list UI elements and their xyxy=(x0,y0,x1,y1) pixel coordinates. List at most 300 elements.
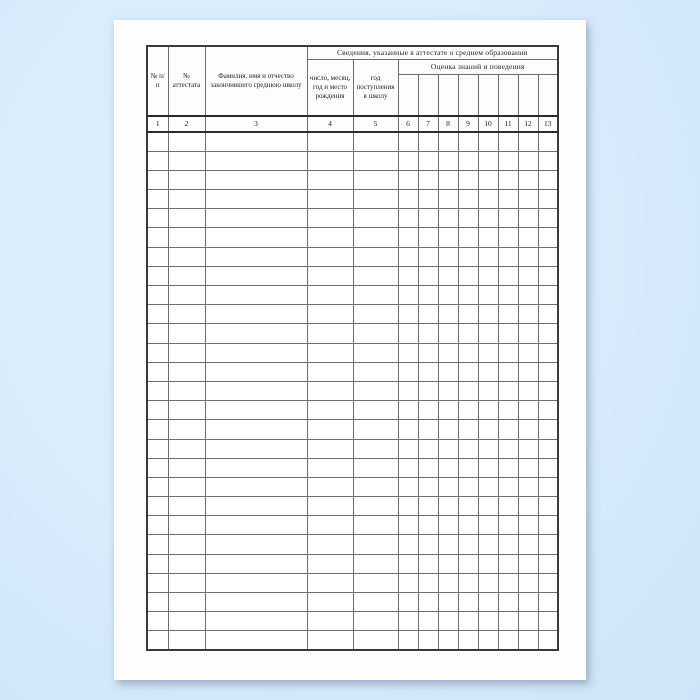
empty-cell xyxy=(438,170,458,189)
empty-cell xyxy=(478,554,498,573)
empty-cell xyxy=(498,612,518,631)
empty-cell xyxy=(478,266,498,285)
empty-cell xyxy=(147,151,168,170)
empty-cell xyxy=(418,573,438,592)
empty-cell xyxy=(353,593,398,612)
empty-cell xyxy=(498,151,518,170)
empty-cell xyxy=(398,247,418,266)
empty-cell xyxy=(205,132,307,151)
empty-cell xyxy=(307,247,353,266)
empty-cell xyxy=(438,305,458,324)
empty-cell xyxy=(147,247,168,266)
empty-cell xyxy=(438,228,458,247)
empty-cell xyxy=(307,401,353,420)
empty-cell xyxy=(205,247,307,266)
empty-cell xyxy=(168,516,205,535)
empty-cell xyxy=(458,209,478,228)
empty-cell xyxy=(518,612,538,631)
column-number-cell: 10 xyxy=(478,116,498,132)
empty-cell xyxy=(168,132,205,151)
table-row xyxy=(147,439,558,458)
empty-cell xyxy=(307,593,353,612)
empty-cell xyxy=(478,305,498,324)
empty-cell xyxy=(498,228,518,247)
empty-cell xyxy=(168,247,205,266)
empty-cell xyxy=(538,593,558,612)
grade-subject-cell xyxy=(498,74,518,116)
empty-cell xyxy=(353,190,398,209)
empty-cell xyxy=(478,324,498,343)
empty-cell xyxy=(518,247,538,266)
empty-cell xyxy=(418,228,438,247)
empty-cell xyxy=(538,477,558,496)
empty-cell xyxy=(353,612,398,631)
empty-cell xyxy=(458,631,478,650)
empty-cell xyxy=(307,170,353,189)
empty-cell xyxy=(438,151,458,170)
empty-cell xyxy=(458,477,478,496)
empty-cell xyxy=(205,228,307,247)
empty-cell xyxy=(538,228,558,247)
empty-cell xyxy=(168,554,205,573)
empty-cell xyxy=(478,381,498,400)
empty-cell xyxy=(418,401,438,420)
empty-cell xyxy=(353,170,398,189)
empty-cell xyxy=(307,151,353,170)
empty-cell xyxy=(478,151,498,170)
empty-cell xyxy=(538,497,558,516)
empty-cell xyxy=(478,458,498,477)
table-row xyxy=(147,362,558,381)
table-row xyxy=(147,324,558,343)
empty-cell xyxy=(205,381,307,400)
empty-cell xyxy=(418,305,438,324)
header-cell-enrollment-year: год поступления в школу xyxy=(353,59,398,116)
empty-cell xyxy=(418,554,438,573)
empty-cell xyxy=(518,516,538,535)
empty-cell xyxy=(168,151,205,170)
empty-cell xyxy=(147,593,168,612)
column-number-cell: 9 xyxy=(458,116,478,132)
empty-cell xyxy=(478,228,498,247)
table-row xyxy=(147,631,558,650)
empty-cell xyxy=(205,631,307,650)
empty-cell xyxy=(518,477,538,496)
grade-subject-cell xyxy=(438,74,458,116)
empty-cell xyxy=(418,516,438,535)
empty-cell xyxy=(205,190,307,209)
empty-cell xyxy=(458,266,478,285)
empty-cell xyxy=(518,381,538,400)
empty-cell xyxy=(478,593,498,612)
empty-cell xyxy=(518,305,538,324)
empty-cell xyxy=(478,535,498,554)
empty-cell xyxy=(307,631,353,650)
empty-cell xyxy=(518,554,538,573)
empty-cell xyxy=(438,535,458,554)
empty-cell xyxy=(168,420,205,439)
empty-cell xyxy=(398,132,418,151)
table-row xyxy=(147,497,558,516)
empty-cell xyxy=(307,266,353,285)
empty-cell xyxy=(518,362,538,381)
empty-cell xyxy=(538,554,558,573)
empty-cell xyxy=(353,247,398,266)
empty-cell xyxy=(353,381,398,400)
empty-cell xyxy=(518,343,538,362)
empty-cell xyxy=(353,420,398,439)
empty-cell xyxy=(307,535,353,554)
empty-cell xyxy=(418,535,438,554)
table-row xyxy=(147,477,558,496)
empty-cell xyxy=(478,209,498,228)
grade-subject-cell xyxy=(398,74,418,116)
empty-cell xyxy=(205,439,307,458)
header-group-certificate-info: Сведения, указанные в аттестате о среднем образовании xyxy=(307,46,558,59)
empty-cell xyxy=(398,209,418,228)
empty-cell xyxy=(418,439,438,458)
empty-cell xyxy=(307,477,353,496)
empty-cell xyxy=(168,593,205,612)
empty-cell xyxy=(418,593,438,612)
empty-cell xyxy=(498,247,518,266)
empty-cell xyxy=(147,554,168,573)
empty-cell xyxy=(418,631,438,650)
empty-cell xyxy=(438,458,458,477)
empty-cell xyxy=(205,362,307,381)
column-number-cell: 1 xyxy=(147,116,168,132)
column-number-cell: 12 xyxy=(518,116,538,132)
empty-cell xyxy=(538,458,558,477)
column-number-cell: 11 xyxy=(498,116,518,132)
empty-cell xyxy=(398,228,418,247)
empty-cell xyxy=(398,535,418,554)
empty-cell xyxy=(498,132,518,151)
table-header xyxy=(147,46,558,132)
empty-cell xyxy=(518,324,538,343)
empty-cell xyxy=(353,497,398,516)
empty-cell xyxy=(418,497,438,516)
empty-cell xyxy=(205,554,307,573)
empty-cell xyxy=(398,420,418,439)
empty-cell xyxy=(538,132,558,151)
table-row xyxy=(147,247,558,266)
empty-cell xyxy=(478,477,498,496)
empty-cell xyxy=(478,612,498,631)
empty-cell xyxy=(353,343,398,362)
empty-cell xyxy=(205,286,307,305)
empty-cell xyxy=(398,612,418,631)
empty-cell xyxy=(205,477,307,496)
empty-cell xyxy=(438,554,458,573)
empty-cell xyxy=(478,362,498,381)
column-number-cell: 3 xyxy=(205,116,307,132)
empty-cell xyxy=(398,324,418,343)
empty-cell xyxy=(147,516,168,535)
empty-cell xyxy=(147,477,168,496)
table-row xyxy=(147,573,558,592)
empty-cell xyxy=(518,266,538,285)
empty-cell xyxy=(538,439,558,458)
empty-cell xyxy=(398,190,418,209)
table-row xyxy=(147,612,558,631)
empty-cell xyxy=(205,209,307,228)
empty-cell xyxy=(205,151,307,170)
empty-cell xyxy=(498,209,518,228)
empty-cell xyxy=(478,420,498,439)
empty-cell xyxy=(418,324,438,343)
header-cell-row-number: № п/п xyxy=(147,46,168,116)
empty-cell xyxy=(518,228,538,247)
empty-cell xyxy=(147,324,168,343)
empty-cell xyxy=(478,343,498,362)
empty-cell xyxy=(458,573,478,592)
empty-cell xyxy=(147,209,168,228)
empty-cell xyxy=(168,535,205,554)
empty-cell xyxy=(168,477,205,496)
empty-cell xyxy=(307,132,353,151)
empty-cell xyxy=(168,343,205,362)
empty-cell xyxy=(438,247,458,266)
empty-cell xyxy=(398,593,418,612)
empty-cell xyxy=(538,516,558,535)
empty-cell xyxy=(438,420,458,439)
empty-cell xyxy=(205,535,307,554)
empty-cell xyxy=(518,401,538,420)
empty-cell xyxy=(398,305,418,324)
empty-cell xyxy=(353,516,398,535)
empty-cell xyxy=(147,631,168,650)
column-number-cell: 4 xyxy=(307,116,353,132)
empty-cell xyxy=(205,458,307,477)
empty-cell xyxy=(498,458,518,477)
empty-cell xyxy=(458,458,478,477)
header-cell-certificate-number: № аттестата xyxy=(168,46,205,116)
empty-cell xyxy=(168,286,205,305)
empty-cell xyxy=(307,573,353,592)
empty-cell xyxy=(438,266,458,285)
table-row xyxy=(147,305,558,324)
empty-cell xyxy=(205,343,307,362)
empty-cell xyxy=(307,286,353,305)
empty-cell xyxy=(458,516,478,535)
empty-cell xyxy=(498,631,518,650)
table-row xyxy=(147,190,558,209)
empty-cell xyxy=(205,593,307,612)
empty-cell xyxy=(518,593,538,612)
empty-cell xyxy=(498,381,518,400)
empty-cell xyxy=(168,612,205,631)
empty-cell xyxy=(168,631,205,650)
empty-cell xyxy=(168,305,205,324)
table-row xyxy=(147,401,558,420)
empty-cell xyxy=(498,190,518,209)
empty-cell xyxy=(518,420,538,439)
empty-cell xyxy=(498,324,518,343)
empty-cell xyxy=(418,343,438,362)
empty-cell xyxy=(478,132,498,151)
column-number-cell: 5 xyxy=(353,116,398,132)
empty-cell xyxy=(147,286,168,305)
empty-cell xyxy=(147,132,168,151)
empty-cell xyxy=(458,362,478,381)
empty-cell xyxy=(538,401,558,420)
table-row xyxy=(147,170,558,189)
empty-cell xyxy=(478,401,498,420)
empty-cell xyxy=(147,401,168,420)
empty-cell xyxy=(458,420,478,439)
empty-cell xyxy=(458,286,478,305)
empty-cell xyxy=(307,209,353,228)
empty-cell xyxy=(538,573,558,592)
empty-cell xyxy=(307,497,353,516)
column-number-cell: 2 xyxy=(168,116,205,132)
empty-cell xyxy=(307,554,353,573)
empty-cell xyxy=(418,381,438,400)
empty-cell xyxy=(307,458,353,477)
empty-cell xyxy=(205,170,307,189)
empty-cell xyxy=(418,612,438,631)
empty-cell xyxy=(418,190,438,209)
empty-cell xyxy=(498,535,518,554)
table-row xyxy=(147,554,558,573)
empty-cell xyxy=(147,190,168,209)
empty-cell xyxy=(147,573,168,592)
empty-cell xyxy=(398,573,418,592)
empty-cell xyxy=(398,516,418,535)
empty-cell xyxy=(398,286,418,305)
empty-cell xyxy=(458,554,478,573)
empty-cell xyxy=(538,266,558,285)
empty-cell xyxy=(458,497,478,516)
empty-cell xyxy=(418,362,438,381)
empty-cell xyxy=(147,381,168,400)
empty-cell xyxy=(205,420,307,439)
empty-cell xyxy=(418,458,438,477)
empty-cell xyxy=(498,266,518,285)
column-number-row xyxy=(147,116,558,132)
empty-cell xyxy=(438,439,458,458)
empty-cell xyxy=(147,458,168,477)
empty-cell xyxy=(147,497,168,516)
column-number-cell: 7 xyxy=(418,116,438,132)
empty-cell xyxy=(438,343,458,362)
empty-cell xyxy=(398,497,418,516)
empty-cell xyxy=(478,439,498,458)
empty-cell xyxy=(438,497,458,516)
empty-cell xyxy=(458,151,478,170)
empty-cell xyxy=(498,170,518,189)
grade-subject-cell xyxy=(478,74,498,116)
table-row xyxy=(147,266,558,285)
empty-cell xyxy=(353,132,398,151)
empty-cell xyxy=(498,477,518,496)
empty-cell xyxy=(353,458,398,477)
empty-cell xyxy=(398,362,418,381)
empty-cell xyxy=(353,324,398,343)
empty-cell xyxy=(518,151,538,170)
empty-cell xyxy=(398,151,418,170)
empty-cell xyxy=(498,554,518,573)
empty-cell xyxy=(498,420,518,439)
empty-cell xyxy=(353,286,398,305)
empty-cell xyxy=(518,209,538,228)
empty-cell xyxy=(538,170,558,189)
empty-cell xyxy=(458,343,478,362)
table-row xyxy=(147,228,558,247)
empty-cell xyxy=(147,535,168,554)
table-row xyxy=(147,458,558,477)
table-row xyxy=(147,132,558,151)
empty-cell xyxy=(398,170,418,189)
empty-cell xyxy=(538,535,558,554)
empty-cell xyxy=(538,247,558,266)
empty-cell xyxy=(498,343,518,362)
empty-cell xyxy=(353,554,398,573)
empty-cell xyxy=(353,151,398,170)
empty-cell xyxy=(307,612,353,631)
empty-cell xyxy=(478,573,498,592)
empty-cell xyxy=(418,132,438,151)
empty-cell xyxy=(307,305,353,324)
empty-cell xyxy=(438,516,458,535)
empty-cell xyxy=(353,477,398,496)
empty-cell xyxy=(438,209,458,228)
empty-cell xyxy=(498,497,518,516)
empty-cell xyxy=(168,228,205,247)
empty-cell xyxy=(518,458,538,477)
empty-cell xyxy=(398,458,418,477)
table-row xyxy=(147,209,558,228)
empty-cell xyxy=(205,324,307,343)
empty-cell xyxy=(438,286,458,305)
empty-cell xyxy=(438,401,458,420)
empty-cell xyxy=(538,286,558,305)
empty-cell xyxy=(353,266,398,285)
empty-cell xyxy=(147,420,168,439)
empty-cell xyxy=(398,439,418,458)
empty-cell xyxy=(205,305,307,324)
empty-cell xyxy=(147,343,168,362)
empty-cell xyxy=(353,573,398,592)
empty-cell xyxy=(538,381,558,400)
empty-cell xyxy=(205,573,307,592)
header-cell-full-name: Фамилия, имя и отчество закончившего среднюю школу xyxy=(205,46,307,116)
table-row xyxy=(147,286,558,305)
header-cell-birth-info: число, месяц, год и место рождения xyxy=(307,59,353,116)
empty-cell xyxy=(398,401,418,420)
empty-cell xyxy=(147,305,168,324)
empty-cell xyxy=(538,631,558,650)
empty-cell xyxy=(307,516,353,535)
empty-cell xyxy=(538,151,558,170)
document-page xyxy=(114,20,586,680)
empty-cell xyxy=(168,439,205,458)
grade-subject-cell xyxy=(538,74,558,116)
empty-cell xyxy=(458,247,478,266)
empty-cell xyxy=(205,612,307,631)
empty-cell xyxy=(307,439,353,458)
empty-cell xyxy=(147,228,168,247)
table-row xyxy=(147,151,558,170)
table-row xyxy=(147,535,558,554)
table-row xyxy=(147,420,558,439)
empty-cell xyxy=(438,190,458,209)
empty-cell xyxy=(458,381,478,400)
empty-cell xyxy=(458,190,478,209)
column-number-cell: 13 xyxy=(538,116,558,132)
empty-cell xyxy=(168,401,205,420)
